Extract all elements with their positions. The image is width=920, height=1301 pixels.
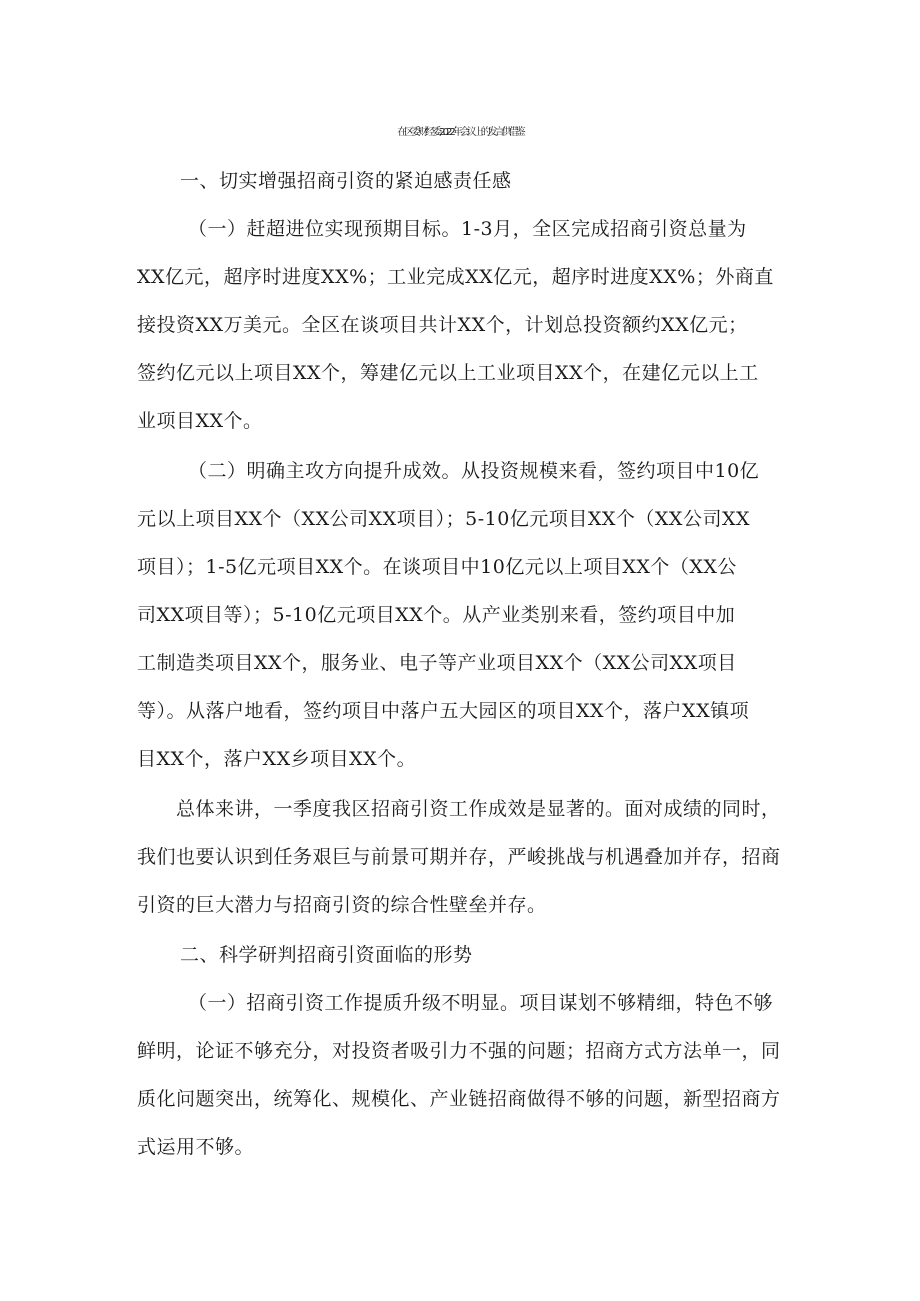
paragraph-4-line-4: 式运用不够。 — [137, 1136, 255, 1158]
paragraph-2-line-3: 项目）；1-5亿元项目XX个。在谈项目中10亿元以上项目XX个（XX公 — [137, 556, 737, 578]
paragraph-3-line-3: 引资的巨大潜力与招商引资的综合性壁垒并存。 — [137, 894, 547, 916]
paragraph-3-line-2: 我们也要认识到任务艰巨与前景可期并存，严峻挑战与机遇叠加并存，招商 — [137, 846, 781, 868]
paragraph-2-line-6: 等）。从落户地看，签约项目中落户五大园区的项目XX个，落户XX镇项 — [137, 700, 750, 722]
section-heading-1: 一、切实增强招商引资的紧迫感责任感 — [180, 170, 512, 192]
paragraph-2-line-2: 元以上项目XX个（XX公司XX项目）；5-10亿元项目XX个（XX公司XX — [137, 508, 751, 530]
paragraph-1-line-4: 签约亿元以上项目XX个，筹建亿元以上工业项目XX个，在建亿元以上工 — [137, 362, 759, 384]
paragraph-2-line-1: （二）明确主攻方向提升成效。从投资规模来看，签约项目中10亿 — [188, 460, 760, 482]
paragraph-2-line-4: 司XX项目等）；5-10亿元项目XX个。从产业类别来看，签约项目中加 — [137, 604, 736, 626]
paragraph-2-line-5: 工制造类项目XX个，服务业、电子等产业项目XX个（XX公司XX项目 — [137, 652, 737, 674]
paragraph-1-line-5: 业项目XX个。 — [137, 410, 263, 432]
paragraph-4-line-1: （一）招商引资工作提质升级不明显。项目谋划不够精细，特色不够 — [188, 992, 774, 1014]
paragraph-1-line-2: XX亿元，超序时进度XX%；工业完成XX亿元，超序时进度XX%；外商直 — [137, 266, 774, 288]
paragraph-3-line-1: 总体来讲，一季度我区招商引资工作成效是显著的。面对成绩的同时， — [176, 798, 781, 820]
paragraph-4-line-2: 鲜明，论证不够充分，对投资者吸引力不强的问题；招商方式方法单一，同 — [137, 1040, 781, 1062]
section-heading-2: 二、科学研判招商引资面临的形势 — [180, 944, 473, 966]
document-title: 在区委财经委2022年会议上的发言供借鉴 — [397, 127, 523, 138]
paragraph-4-line-3: 质化问题突出，统筹化、规模化、产业链招商做得不够的问题，新型招商方 — [137, 1088, 781, 1110]
paragraph-2-line-7: 目XX个，落户XX乡项目XX个。 — [137, 748, 417, 770]
paragraph-1-line-1: （一）赶超进位实现预期目标。1-3月，全区完成招商引资总量为 — [188, 218, 747, 240]
paragraph-1-line-3: 接投资XX万美元。全区在谈项目共计XX个，计划总投资额约XX亿元； — [137, 314, 748, 336]
